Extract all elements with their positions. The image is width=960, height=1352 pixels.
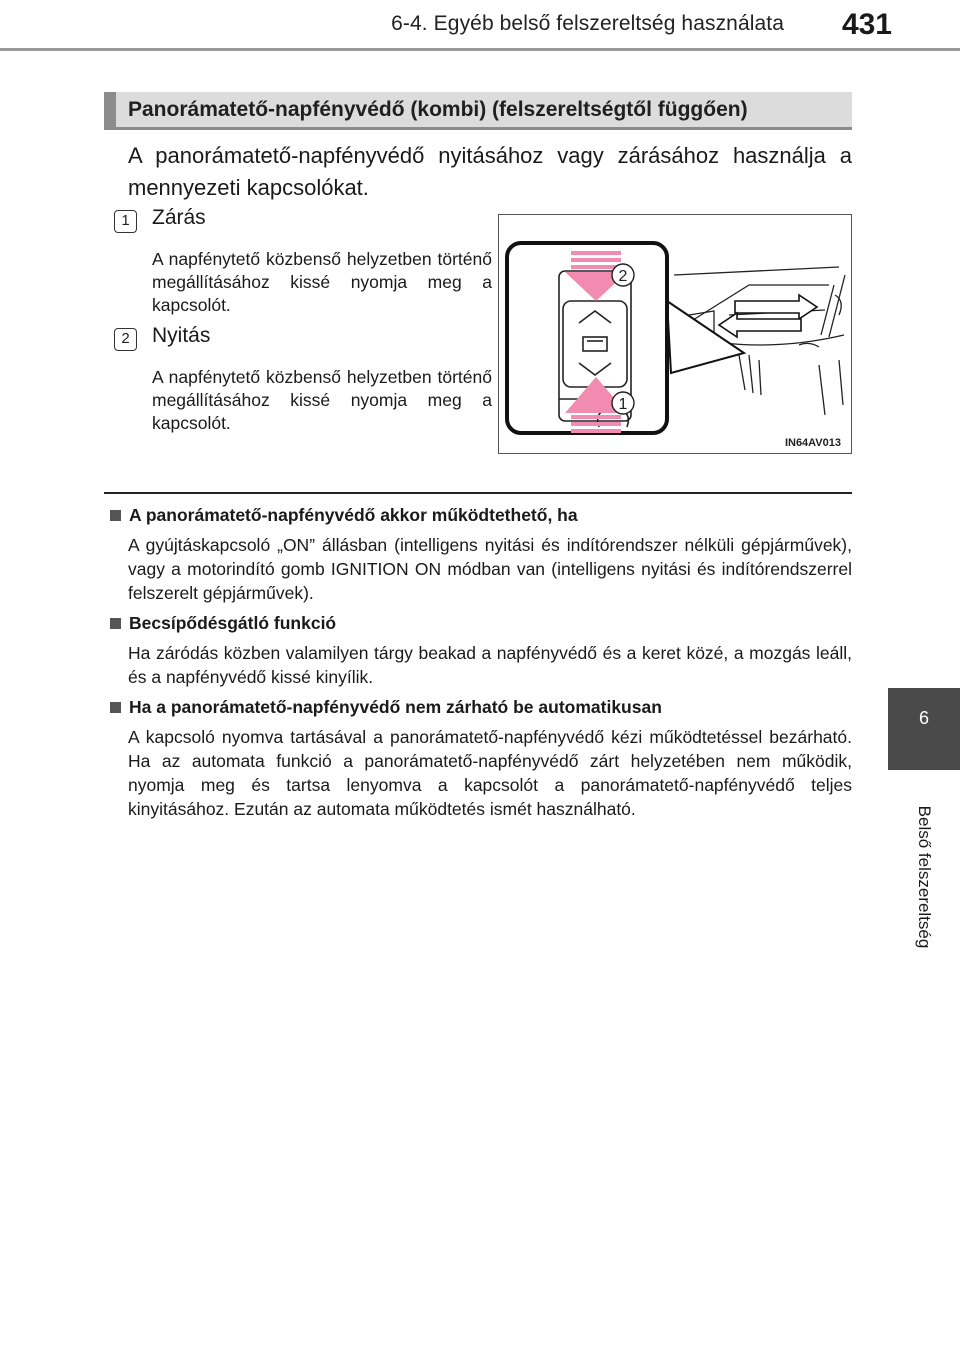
step-description: A napfénytető közbenső helyzetben történő megállításához kissé nyomja meg a kapcsolót. [152,249,492,315]
callout-1 [612,392,634,414]
step-close [114,206,492,330]
figure-code: IN64AV013 [784,437,841,449]
intro-paragraph: A panorámatető-napfényvédő nyitásához vagy zárásához használja a mennyezeti kapcsolókat. [128,143,852,200]
note-heading [110,505,578,526]
svg-text:1: 1 [618,396,628,413]
note-heading-text: A panorámatető-napfényvédő akkor működtethető, ha [129,505,578,525]
step-number-badge: 1 [114,210,137,233]
note-body: A gyújtáskapcsoló „ON” állásban (intelligens nyitási és indítórendszer nélküli gépjárművek), vagy a motorindító gomb IGNITION ON módban van (intelligens nyitási és indítórendszerrel felszerelt gépjárművek). [128,535,852,603]
step-title: Nyitás [152,324,211,347]
sunshade-slide-arrows [719,295,817,337]
header-title: 6-4. Egyéb belső felszereltség használata [391,12,784,35]
step-open [114,324,492,448]
square-bullet-icon [110,702,121,713]
step-title: Zárás [152,206,206,229]
note-body: Ha záródás közben valamilyen tárgy beakad a napfényvédő és a keret közé, a mozgás leáll, és a napfényvédő kissé kinyílik. [128,643,852,687]
page-number: 431 [841,8,892,41]
chapter-tab: 6 [888,688,960,770]
callout-2 [612,264,634,286]
note-heading-text: Becsípődésgátló funkció [129,613,337,633]
svg-text:2: 2 [618,268,628,285]
header-rule [0,48,960,51]
section-heading: Panorámatető-napfényvédő (kombi) (felszereltségtől függően) [104,92,852,130]
section-divider [104,492,852,494]
note-heading [110,613,336,634]
square-bullet-icon [110,510,121,521]
step-description: A napfénytető közbenső helyzetben történő megállításához kissé nyomja meg a kapcsolót. [152,367,492,433]
note-heading-text: Ha a panorámatető-napfényvédő nem zárható be automatikusan [129,697,662,717]
step-number-badge: 2 [114,328,137,351]
note-body: A kapcsoló nyomva tartásával a panorámatető-napfényvédő kézi működtetéssel bezárható. Ha az automata funkció a panorámatető-napfényvédő zárt helyzetében nem működik, nyomja meg és tartsa lenyomva a kapcsolót a panorámatető-napfényvédő teljes kinyitásához. Ezután az automata működtetés ismét használható. [128,727,852,819]
switch-illustration [498,214,852,454]
overhead-switch-drawing [499,215,853,455]
square-bullet-icon [110,618,121,629]
note-heading [110,697,662,718]
chapter-label-text: Belső felszereltség [915,805,934,949]
